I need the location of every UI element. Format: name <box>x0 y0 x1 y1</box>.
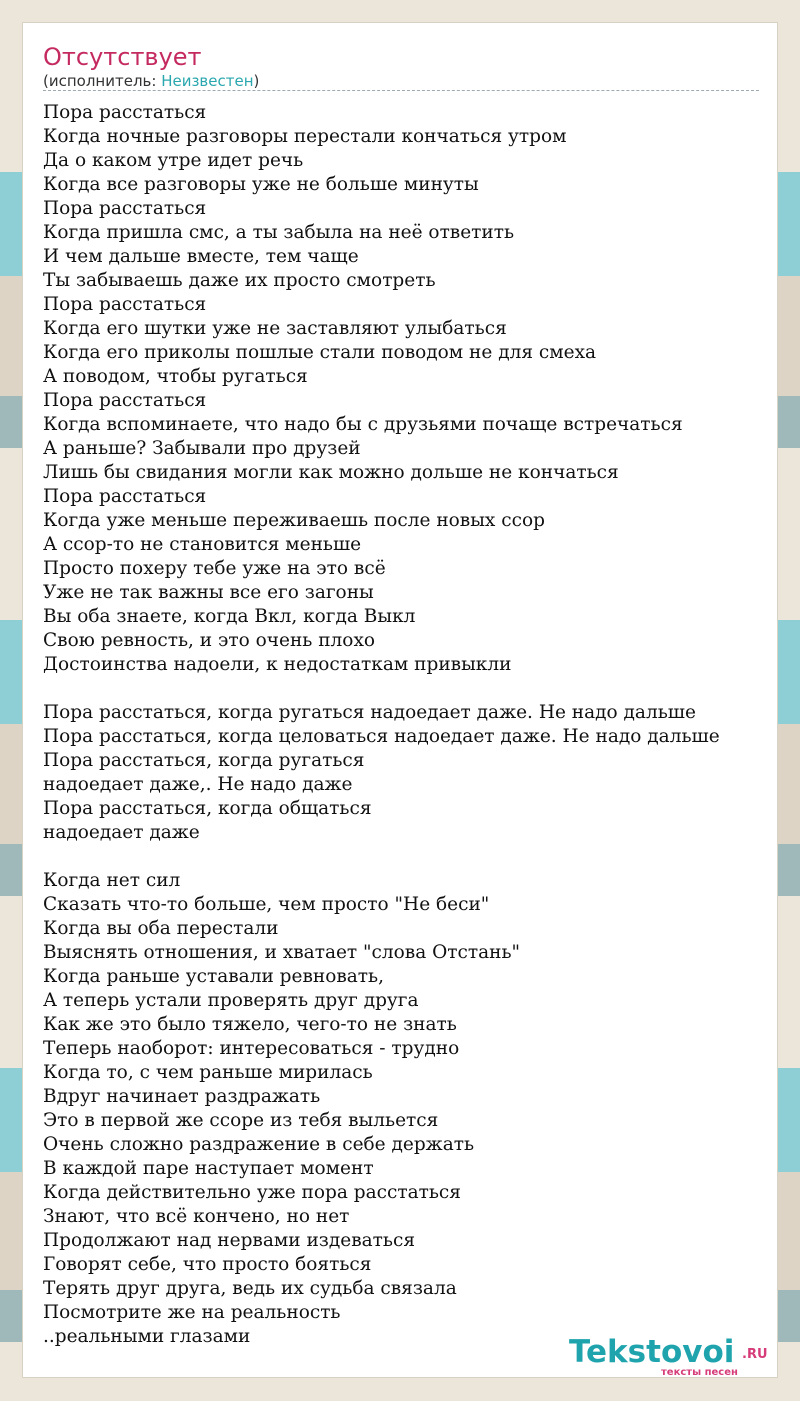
lyric-line: А поводом, чтобы ругаться <box>43 366 308 387</box>
lyric-line: Как же это было тяжело, чего-то не знать <box>43 1014 457 1035</box>
lyric-line: Терять друг друга, ведь их судьба связала <box>43 1278 457 1299</box>
lyric-line: Сказать что-то больше, чем просто "Не беси" <box>43 894 490 915</box>
lyrics-text <box>43 101 779 1349</box>
lyric-line: Когда вы оба перестали <box>43 918 279 939</box>
lyric-line: Когда все разговоры уже не больше минуты <box>43 174 479 195</box>
lyric-line: Пора расстаться <box>43 102 207 123</box>
lyric-line: Говорят себе, что просто бояться <box>43 1254 372 1275</box>
lyric-line: Пора расстаться, когда ругаться <box>43 750 365 771</box>
lyrics-card <box>22 22 778 1378</box>
lyric-line <box>43 845 779 869</box>
lyric-line: Теперь наоборот: интересоваться - трудно <box>43 1038 460 1059</box>
artist-link[interactable]: Неизвестен <box>161 72 254 90</box>
lyric-line: Пора расстаться <box>43 294 207 315</box>
lyric-line: В каждой паре наступает момент <box>43 1158 374 1179</box>
lyric-line: Уже не так важны все его загоны <box>43 582 374 603</box>
lyric-line: Просто похеру тебе уже на это всё <box>43 558 386 579</box>
artist-suffix: ) <box>253 72 260 90</box>
lyric-line: Пора расстаться <box>43 390 207 411</box>
lyric-line: Когда его шутки уже не заставляют улыбаться <box>43 318 507 339</box>
lyric-line: Когда то, с чем раньше мирилась <box>43 1062 373 1083</box>
lyric-line: А теперь устали проверять друг друга <box>43 990 419 1011</box>
lyric-line: Да о каком утре идет речь <box>43 150 304 171</box>
lyric-line: Пора расстаться, когда целоваться надоедает даже. Не надо дальше <box>43 726 720 747</box>
logo-tld: .RU <box>742 1347 768 1362</box>
lyric-line <box>43 677 779 701</box>
lyric-line: Вдруг начинает раздражать <box>43 1086 321 1107</box>
lyric-line: Знают, что всё кончено, но нет <box>43 1206 350 1227</box>
lyric-line: Пора расстаться, когда общаться <box>43 798 372 819</box>
lyric-line: Пора расстаться <box>43 486 207 507</box>
lyric-line: Вы оба знаете, когда Вкл, когда Выкл <box>43 606 416 627</box>
lyric-line: ..реальными глазами <box>43 1326 251 1347</box>
lyric-line: Когда ночные разговоры перестали кончаться утром <box>43 126 567 147</box>
lyric-line: Когда нет сил <box>43 870 181 891</box>
title-divider <box>43 90 759 91</box>
lyric-line: Выяснять отношения, и хватает "слова Отстань" <box>43 942 521 963</box>
lyric-line: Продолжают над нервами издеваться <box>43 1230 416 1251</box>
lyric-line: И чем дальше вместе, тем чаще <box>43 246 359 267</box>
lyric-line: Когда его приколы пошлые стали поводом не для смеха <box>43 342 597 363</box>
lyric-line: Достоинства надоели, к недостаткам привыкли <box>43 654 512 675</box>
artist-prefix: (исполнитель: <box>43 72 162 90</box>
lyric-line: Когда уже меньше переживаешь после новых ссор <box>43 510 545 531</box>
lyric-line: Посмотрите же на реальность <box>43 1302 341 1323</box>
site-logo[interactable] <box>569 1334 779 1378</box>
lyric-line: Свою ревность, и это очень плохо <box>43 630 376 651</box>
lyric-line: А раньше? Забывали про друзей <box>43 438 361 459</box>
logo-wordmark: Tekstovoi <box>569 1334 735 1370</box>
lyric-line: А ссор-то не становится меньше <box>43 534 362 555</box>
lyric-line: Очень сложно раздражение в себе держать <box>43 1134 475 1155</box>
lyric-line: Когда раньше уставали ревновать, <box>43 966 384 987</box>
artist-line <box>43 71 259 91</box>
lyric-line: Когда пришла смс, а ты забыла на неё ответить <box>43 222 515 243</box>
lyric-line: надоедает даже,. Не надо даже <box>43 774 353 795</box>
lyric-line: надоедает даже <box>43 822 200 843</box>
lyric-line: Пора расстаться <box>43 198 207 219</box>
lyric-line: Пора расстаться, когда ругаться надоедает даже. Не надо дальше <box>43 702 696 723</box>
lyric-line: Это в первой же ссоре из тебя выльется <box>43 1110 439 1131</box>
lyric-line: Когда действительно уже пора расстаться <box>43 1182 461 1203</box>
lyric-line: Ты забываешь даже их просто смотреть <box>43 270 436 291</box>
lyric-line: Когда вспоминаете, что надо бы с друзьями почаще встречаться <box>43 414 683 435</box>
logo-tagline: тексты песен <box>661 1367 738 1378</box>
song-title: Отсутствует <box>43 43 202 71</box>
lyric-line: Лишь бы свидания могли как можно дольше не кончаться <box>43 462 619 483</box>
